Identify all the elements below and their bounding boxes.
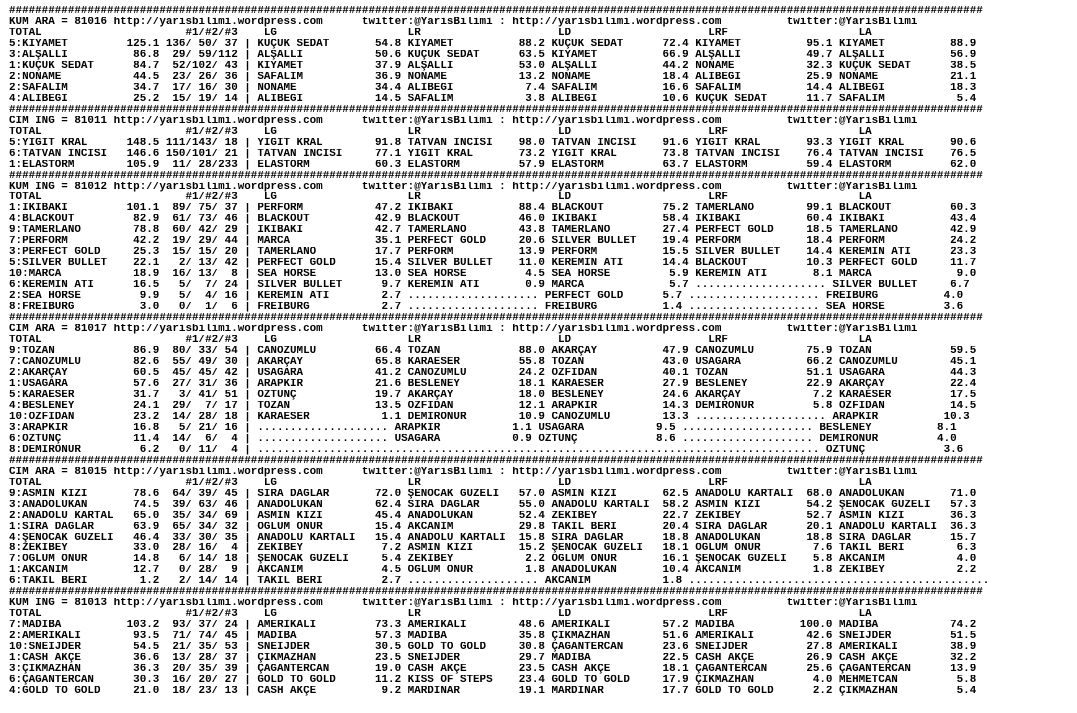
text-line: 5:YİĞİT KRAL 148.5 111/143/ 18 | YİĞİT KRAL 91.8 TATVAN İNCİSİ 98.0 TATVAN İNCİSİ 91.6 YİĞİT KRAL 93.3 YİĞİT KRAL 90.6: [9, 137, 977, 149]
text-line: #####################################################################################################################################################: [9, 313, 983, 325]
text-line: 6:ÇAĞANTERCAN 30.3 16/ 20/ 27 | GOLD TO GOLD 11.2 KISS OF STEPS 23.4 GOLD TO GOLD 17.9 ÇIKMAZHAN 4.0 MEHMETCAN 5.8: [9, 675, 977, 687]
text-line: 7:PERFORM 42.2 19/ 29/ 44 | MARCA 35.1 PERFECT GOLD 20.6 SILVER BULLET 19.4 PERFORM 18.4 PERFORM 24.2: [9, 236, 977, 248]
text-line: 9:TAMERLANO 78.8 60/ 42/ 29 | İKİBAKİ 42.7 TAMERLANO 43.8 TAMERLANO 27.4 PERFECT GOLD 18.5 TAMERLANO 42.9: [9, 225, 977, 237]
text-line: 5:KIYAMET 125.1 136/ 50/ 37 | KÜÇÜK SEDAT 54.8 KIYAMET 88.2 KÜÇÜK SEDAT 72.4 KIYAMET 95.1 KIYAMET 88.9: [9, 38, 977, 50]
text-line: TOTAL #1/#2/#3 LG LR LD LRF LA: [9, 27, 872, 39]
text-line: 1:KÜÇÜK SEDAT 84.7 52/102/ 43 | KIYAMET 37.9 ALŞALLI 53.0 ALŞALLI 44.2 NONAME 32.3 KÜÇÜK SEDAT 38.5: [9, 60, 977, 72]
text-line: 1:SIRA DAĞLAR 63.9 65/ 34/ 32 | OĞLUM ONUR 15.4 AKCANIM 29.8 TAKIL BERİ 20.4 SIRA DAĞLAR 20.1 ANADOLU KARTALI 36.3: [9, 521, 977, 533]
text-line: #####################################################################################################################################################: [9, 587, 983, 599]
text-line: CIM ARA = 81017 http://yarisbilimi.wordpress.com twitter:@YarisBilimi : http://yarisbilimi.wordpress.com twitter:@YarisBilimi: [9, 324, 918, 336]
text-line: 9:TOZAN 86.9 80/ 33/ 54 | CANÖZÜMLÜ 66.4 TOZAN 88.0 AKARÇAY 47.9 CANÖZÜMLÜ 75.9 TOZAN 59.5: [9, 346, 977, 357]
text-line: TOTAL #1/#2/#3 LG LR LD LRF LA: [9, 477, 872, 489]
text-line: 10:MARCA 18.9 16/ 13/ 8 | SEA HORSE 13.0 SEA HORSE 4.5 SEA HORSE 5.9 KEREMİN ATI 8.1 MARCA 9.0: [9, 269, 977, 281]
text-line: 4:BESLENEY 24.1 29/ 7/ 17 | TOZAN 13.5 ÖZFİDAN 12.1 ARAPKIR 14.3 DEMİRONUR 5.8 ÖZFİDAN 14.5: [9, 400, 977, 412]
text-line: 6:TAKIL BERİ 1.2 2/ 14/ 14 | TAKIL BERİ 2.7 .................... AKCANIM 1.8 ..............................................: [9, 576, 990, 588]
text-line: 9:ASMİN KIZI 78.6 64/ 39/ 45 | SIRA DAĞLAR 72.0 ŞENOCAK GÜZELİ 57.0 ASMİN KIZI 62.5 ANADOLU KARTALI 68.0 ANADOLUKAN 71.0: [9, 488, 977, 500]
text-line: 4:ŞENOCAK GÜZELİ 46.4 33/ 30/ 35 | ANADOLU KARTALI 15.4 ANADOLU KARTALI 15.8 SIRA DAĞLAR 18.8 ANADOLUKAN 18.8 SIRA DAĞLAR 15.7: [9, 532, 977, 544]
text-line: 7:MADIBA 103.2 93/ 37/ 24 | AMERİKALI 73.3 AMERİKALI 48.6 AMERİKALI 57.2 MADIBA 100.0 MADIBA 74.2: [9, 620, 977, 632]
text-line: 1:CASH AKÇE 36.6 13/ 28/ 37 | ÇIKMAZHAN 23.5 SNEIJDER 29.7 MADIBA 22.5 CASH AKÇE 26.9 CASH AKÇE 32.2: [9, 653, 977, 665]
text-line: 6:KEREMİN ATI 16.5 5/ 7/ 24 | SILVER BULLET 9.7 KEREMİN ATI 0.9 MARCA 5.7 .................... SILVER BULLET 6.7: [9, 280, 970, 292]
text-line: 8:DEMİRONUR 6.2 0/ 11/ 4 | ...................................................................................... ÖZTUNÇ 3.6: [9, 444, 964, 456]
text-line: #####################################################################################################################################################: [9, 170, 983, 182]
text-line: 6:TATVAN İNCİSİ 146.6 150/101/ 21 | TATVAN İNCİSİ 77.1 YİĞİT KRAL 73.2 YİĞİT KRAL 73.8 TATVAN İNCİSİ 76.4 TATVAN İNCİSİ 76.5: [9, 148, 977, 160]
text-line: TOTAL #1/#2/#3 LG LR LD LRF LA: [9, 126, 872, 138]
text-line: KUM ING = 81012 http://yarisbilimi.wordpress.com twitter:@YarisBilimi : http://yarisbilimi.wordpress.com twitter:@YarisBilimi: [9, 181, 918, 193]
text-line: 4:GOLD TO GOLD 21.0 18/ 23/ 13 | CASH AKÇE 9.2 MARDINAR 19.1 MARDINAR 17.7 GOLD TO GOLD 2.2 ÇIKMAZHAN 5.4: [9, 686, 977, 698]
text-line: 8:FREIBURG 3.0 0/ 1/ 6 | FREIBURG 2.7 .................... FREIBURG 1.4 .................... SEA HORSE 3.6: [9, 302, 964, 314]
text-line: 2:NONAME 44.5 23/ 26/ 36 | SAFALIM 36.9 NONAME 13.2 NONAME 18.4 ALİBEGİ 25.9 NONAME 21.1: [9, 71, 977, 83]
text-line: 2:AMERİKALI 93.5 71/ 74/ 45 | MADIBA 57.3 MADIBA 35.8 ÇIKMAZHAN 51.6 AMERİKALI 42.6 SNEIJDER 51.5: [9, 631, 977, 643]
text-line: 4:BLACKOUT 82.9 61/ 73/ 46 | BLACKOUT 42.9 BLACKOUT 46.0 İKİBAKİ 58.4 İKİBAKİ 60.4 İKİBAKİ 43.4: [9, 214, 977, 226]
text-line: 3:ANADOLUKAN 74.5 39/ 63/ 46 | ANADOLUKAN 62.4 SIRA DAĞLAR 55.0 ANADOLU KARTALI 58.2 ASMİN KIZI 54.2 ŞENOCAK GÜZELİ 57.3: [9, 499, 977, 511]
text-line: #####################################################################################################################################################: [9, 455, 983, 467]
text-line: 7:CANÖZÜMLÜ 82.6 55/ 49/ 30 | AKARÇAY 65.8 KARAESER 55.8 TOZAN 43.0 USAGARA 66.2 CANÖZÜMLÜ 45.1: [9, 357, 977, 368]
text-line: 10:ÖZFİDAN 23.2 14/ 28/ 18 | KARAESER 1.1 DEMİRONUR 10.9 CANÖZÜMLÜ 13.3 .................... ARAPKIR 10.3: [9, 411, 970, 423]
text-line: KUM ING = 81013 http://yarisbilimi.wordpress.com twitter:@YarisBilimi : http://yarisbilimi.wordpress.com twitter:@YarisBilimi: [9, 598, 918, 610]
text-line: 2:AKARÇAY 60.5 45/ 45/ 42 | USAGARA 41.2 CANÖZÜMLÜ 24.2 ÖZFİDAN 40.1 TOZAN 51.1 USAGARA 44.3: [9, 367, 977, 379]
text-line: 2:ANADOLU KARTAL 65.0 35/ 34/ 69 | ASMİN KIZI 45.4 ANADOLUKAN 52.4 ZEKİBEY 22.7 ZEKİBEY 52.7 ASMİN KIZI 36.3: [9, 510, 977, 522]
text-line: 2:SEA HORSE 9.9 5/ 4/ 16 | KEREMİN ATI 2.7 .................... PERFECT GOLD 5.7 .................... FREIBURG 4.0: [9, 291, 964, 303]
text-line: 5:SILVER BULLET 22.1 2/ 13/ 42 | PERFECT GOLD 15.4 SILVER BULLET 11.0 KEREMİN ATI 14.4 BLACKOUT 10.3 PERFECT GOLD 11.7: [9, 258, 977, 270]
text-line: TOTAL #1/#2/#3 LG LR LD LRF LA: [9, 609, 872, 621]
text-line: 3:PERFECT GOLD 25.3 15/ 15/ 20 | TAMERLANO 17.7 PERFORM 13.9 PERFORM 15.5 SILVER BULLET 14.4 KEREMİN ATI 23.3: [9, 247, 977, 259]
text-line: 1:AKCANIM 12.7 0/ 28/ 9 | AKCANIM 4.5 OĞLUM ONUR 1.8 ANADOLUKAN 10.4 AKCANIM 1.8 ZEKİBEY 2.2: [9, 565, 977, 577]
text-line: 8:ZEKİBEY 33.0 28/ 16/ 4 | ZEKİBEY 7.2 ASMİN KIZI 15.2 ŞENOCAK GÜZELİ 18.1 OĞLUM ONUR 7.6 TAKIL BERİ 6.3: [9, 543, 977, 555]
text-line: 4:ALİBEGİ 25.2 15/ 19/ 14 | ALİBEGİ 14.5 SAFALIM 3.8 ALİBEGİ 10.6 KÜÇÜK SEDAT 11.7 SAFALIM 5.4: [9, 93, 977, 105]
text-line: 2:SAFALIM 34.7 17/ 16/ 30 | NONAME 34.4 ALİBEGİ 7.4 SAFALIM 16.6 SAFALIM 14.4 ALİBEGİ 18.3: [9, 82, 977, 94]
text-line: 1:İKİBAKİ 101.1 89/ 75/ 37 | PERFORM 47.2 İKİBAKİ 88.4 BLACKOUT 75.2 TAMERLANO 99.1 BLACKOUT 60.3: [9, 203, 977, 215]
text-line: 1:USAGARA 57.6 27/ 31/ 36 | ARAPKIR 21.6 BESLENEY 18.1 KARAESER 27.9 BESLENEY 22.9 AKARÇAY 22.4: [9, 378, 977, 390]
text-line: 3:ALŞALLI 86.8 29/ 59/112 | ALŞALLI 50.6 KÜÇÜK SEDAT 63.5 KIYAMET 66.9 ALŞALLI 49.7 ALŞALLI 56.9: [9, 49, 977, 61]
text-line: 3:ARAPKIR 16.8 5/ 21/ 16 | .................... ARAPKIR 1.1 USAGARA 9.5 .................... BESLENEY 8.1: [9, 422, 957, 434]
text-line: #####################################################################################################################################################: [9, 6, 983, 17]
text-line: CIM ING = 81011 http://yarisbilimi.wordpress.com twitter:@YarisBilimi : http://yarisbilimi.wordpress.com twitter:@YarisBilimi: [9, 115, 918, 127]
text-line: 7:OĞLUM ONUR 14.8 6/ 14/ 18 | ŞENOCAK GÜZELİ 5.4 ZEKİBEY 2.2 OĞLUM ONUR 16.1 ŞENOCAK GÜZELİ 5.8 AKCANIM 4.0: [9, 554, 977, 566]
text-line: TOTAL #1/#2/#3 LG LR LD LRF LA: [9, 335, 872, 347]
text-line: 10:SNEIJDER 54.5 21/ 35/ 53 | SNEIJDER 30.5 GOLD TO GOLD 30.8 ÇAĞANTERCAN 23.6 SNEIJDER 27.8 AMERİKALI 38.9: [9, 642, 977, 654]
text-line: 3:ÇIKMAZHAN 36.3 20/ 35/ 39 | ÇAĞANTERCAN 19.0 CASH AKÇE 23.5 CASH AKÇE 18.1 ÇAĞANTERCAN 25.6 ÇAĞANTERCAN 13.9: [9, 664, 977, 676]
text-line: TOTAL #1/#2/#3 LG LR LD LRF LA: [9, 192, 872, 204]
text-line: 5:KARAESER 31.7 3/ 41/ 51 | ÖZTUNÇ 19.7 AKARÇAY 18.0 BESLENEY 24.6 AKARÇAY 7.2 KARAESER 17.5: [9, 389, 977, 401]
text-line: CIM ARA = 81015 http://yarisbilimi.wordpress.com twitter:@YarisBilimi : http://yarisbilimi.wordpress.com twitter:@YarisBilimi: [9, 466, 918, 478]
text-line: #####################################################################################################################################################: [9, 104, 983, 116]
text-line: 6:ÖZTUNÇ 11.4 14/ 6/ 4 | .................... USAGARA 0.9 ÖZTUNÇ 8.6 .................... DEMİRONUR 4.0: [9, 433, 957, 445]
text-line: 1:ELASTORM 105.9 11/ 28/233 | ELASTORM 60.3 ELASTORM 57.9 ELASTORM 63.7 ELASTORM 59.4 ELASTORM 62.0: [9, 159, 977, 171]
text-line: KUM ARA = 81016 http://yarisbilimi.wordpress.com twitter:@YarisBilimi : http://yarisbilimi.wordpress.com twitter:@YarisBilimi: [9, 16, 918, 28]
